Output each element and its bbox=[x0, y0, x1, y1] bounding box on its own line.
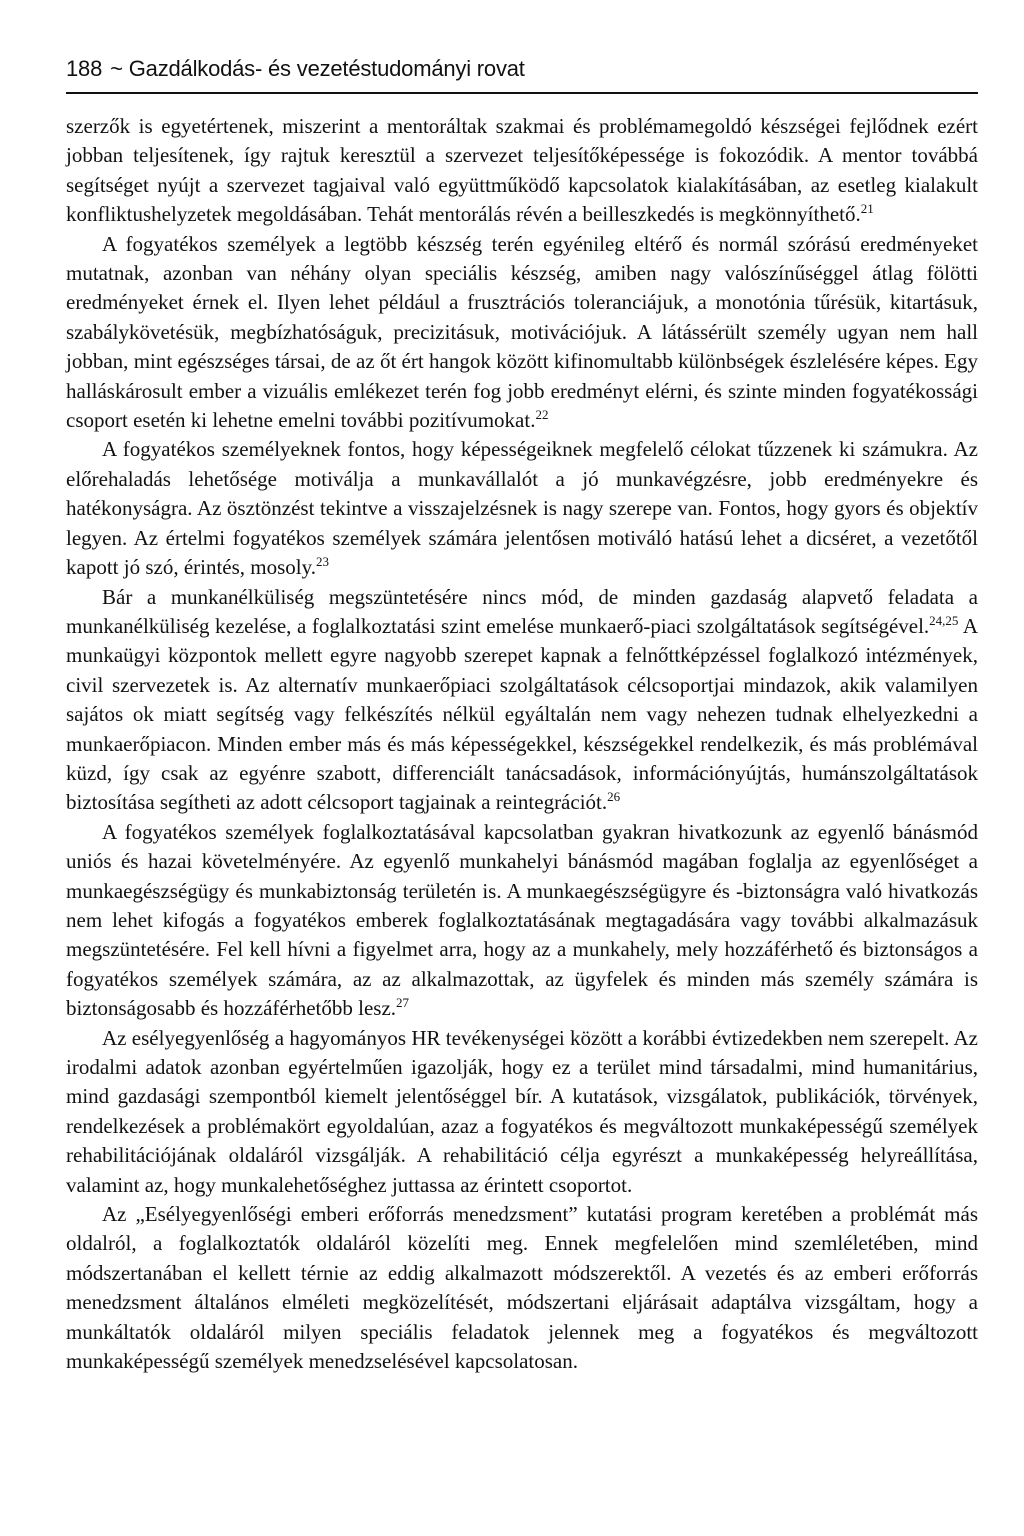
page-number: 188 bbox=[66, 56, 103, 81]
paragraph-text: A fogyatékos személyeknek fontos, hogy képességeiknek megfelelő célokat tűzzenek ki számukra. Az előrehaladás lehetősége motiválja a munkavállalót a jó munkavégzésre, jobb eredményekre és hatékonyságra. Az ösztönzést tekintve a visszajelzésnek is nagy szerepe van. Fontos, hogy gyors és objektív legyen. Az értelmi fogyatékos személyek számára jelentősen motiváló hatású lehet a dicséret, a vezetőtől kapott jó szó, érintés, mosoly. bbox=[66, 437, 978, 580]
footnote-ref: 24,25 bbox=[929, 612, 959, 628]
paragraph-text: Az „Esélyegyenlőségi emberi erőforrás menedzsment” kutatási program keretében a problémát más oldalról, a foglalkoztatók oldaláról közelíti meg. Ennek megfelelően mind szemléletében, mind módszertanában el kellett térnie az eddig alkalmazott módszerektől. A vezetés és az emberi erőforrás menedzsment általános elméleti megközelítését, módszertani eljárásait adaptálva vizsgáltam, hogy a munkáltatók oldaláról milyen speciális feladatok jelennek meg a fogyatékos és megváltozott munkaképességű személyek menedzselésével kapcsolatosan. bbox=[66, 1202, 978, 1374]
paragraph-text: Az esélyegyenlőség a hagyományos HR tevékenységei között a korábbi évtizedekben nem szerepelt. Az irodalmi adatok azonban egyértelműen igazolják, hogy ez a terület mind társadalmi, mind humanitárius, mind gazdasági szempontból kiemelt jelentőséggel bír. A kutatások, vizsgálatok, publikációk, törvények, rendelkezések a problémakört egyoldalúan, azaz a fogyatékos és megváltozott munkaképességű személyek rehabilitációjának oldaláról vizsgálják. A rehabilitáció célja egyrészt a munkaképesség helyreállítása, valamint az, hogy munkalehetőséghez juttassa az érintett csoportot. bbox=[66, 1025, 978, 1197]
footnote-ref: 26 bbox=[607, 789, 621, 805]
paragraph-text: A fogyatékos személyek a legtöbb készség terén egyénileg eltérő és normál szórású eredményeket mutatnak, azonban van néhány olyan speciális készség, amiben nagy valószínűséggel átlag fölötti eredményeket érnek el. Ilyen lehet például a frusztrációs toleranciájuk, a monotónia tűrésük, kitartásuk, szabálykövetésük, megbízhatóságuk, precizitásuk, motivációjuk. A látássérült személy ugyan nem hall jobban, mint egészséges társai, de az őt ért hangok között kifinomultabb különbségek észlelésére képes. Egy halláskárosult ember a vizuális emlékezet terén fog jobb eredményt elérni, és szinte minden fogyatékossági csoport esetén ki lehetne emelni további pozitívumokat. bbox=[66, 231, 978, 433]
paragraph-1 bbox=[66, 112, 978, 230]
paragraph-5 bbox=[66, 818, 978, 1024]
footnote-ref: 23 bbox=[316, 554, 330, 570]
body-text bbox=[66, 112, 978, 1376]
paragraph-4 bbox=[66, 583, 978, 818]
header-separator: ~ bbox=[110, 56, 123, 81]
paragraph-text-continued: A munkaügyi központok mellett egyre nagyobb szerepet kapnak a felnőttképzéssel foglalkozó intézmények, civil szervezetek is. Az alternatív munkaerőpiaci szolgáltatások célcsoportjai mindazok, akik valamilyen sajátos ok miatt segítség vagy felkészítés nélkül egyáltalán nem vagy nehezen tudnak elhelyezkedni a munkaerőpiacon. Minden ember más és más képességekkel, készségekkel rendelkezik, és más problémával küzd, így csak az egyénre szabott, differenciált tanácsadások, információnyújtás, humánszolgáltatások biztosítása segítheti az adott célcsoport tagjainak a reintegrációt. bbox=[66, 613, 978, 815]
paragraph-text: Bár a munkanélküliség megszüntetésére nincs mód, de minden gazdaság alapvető feladata a munkanélküliség kezelése, a foglalkoztatási szint emelése munkaerő-piaci szolgáltatások segítségével. bbox=[66, 584, 978, 638]
footnote-ref: 21 bbox=[860, 201, 874, 217]
paragraph-text: szerzők is egyetértenek, miszerint a mentoráltak szakmai és problémamegoldó készségei fejlődnek ezért jobban teljesítenek, így rajtuk keresztül a szervezet teljesítőképessége is fokozódik. A mentor továbbá segítséget nyújt a szervezet tagjaival való együttműködő kapcsolatok kialakításában, az esetleg kialakult konfliktushelyzetek megoldásában. Tehát mentorálás révén a beilleszkedés is megkönnyíthető. bbox=[66, 114, 978, 227]
paragraph-3 bbox=[66, 435, 978, 582]
paragraph-6 bbox=[66, 1024, 978, 1200]
running-header bbox=[66, 46, 978, 94]
footnote-ref: 27 bbox=[396, 995, 410, 1011]
paragraph-2 bbox=[66, 230, 978, 436]
footnote-ref: 22 bbox=[535, 407, 549, 423]
paragraph-7 bbox=[66, 1200, 978, 1376]
paragraph-text: A fogyatékos személyek foglalkoztatásával kapcsolatban gyakran hivatkozunk az egyenlő bánásmód uniós és hazai követelményére. Az egyenlő munkahelyi bánásmód magában foglalja az egyenlőséget a munkaegészségügy és munkabiztonság területén is. A munkaegészségügyre és -biztonságra való hivatkozás nem lehet kifogás a fogyatékos emberek foglalkoztatásának megtagadására vagy további alkalmazásuk megszüntetésére. Fel kell hívni a figyelmet arra, hogy az a munkahely, mely hozzáférhető és biztonságos a fogyatékos személyek számára, az az alkalmazottak, az ügyfelek és minden más személy számára is biztonságosabb és hozzáférhetőbb lesz. bbox=[66, 819, 978, 1021]
section-title: Gazdálkodás- és vezetéstudományi rovat bbox=[128, 56, 525, 81]
